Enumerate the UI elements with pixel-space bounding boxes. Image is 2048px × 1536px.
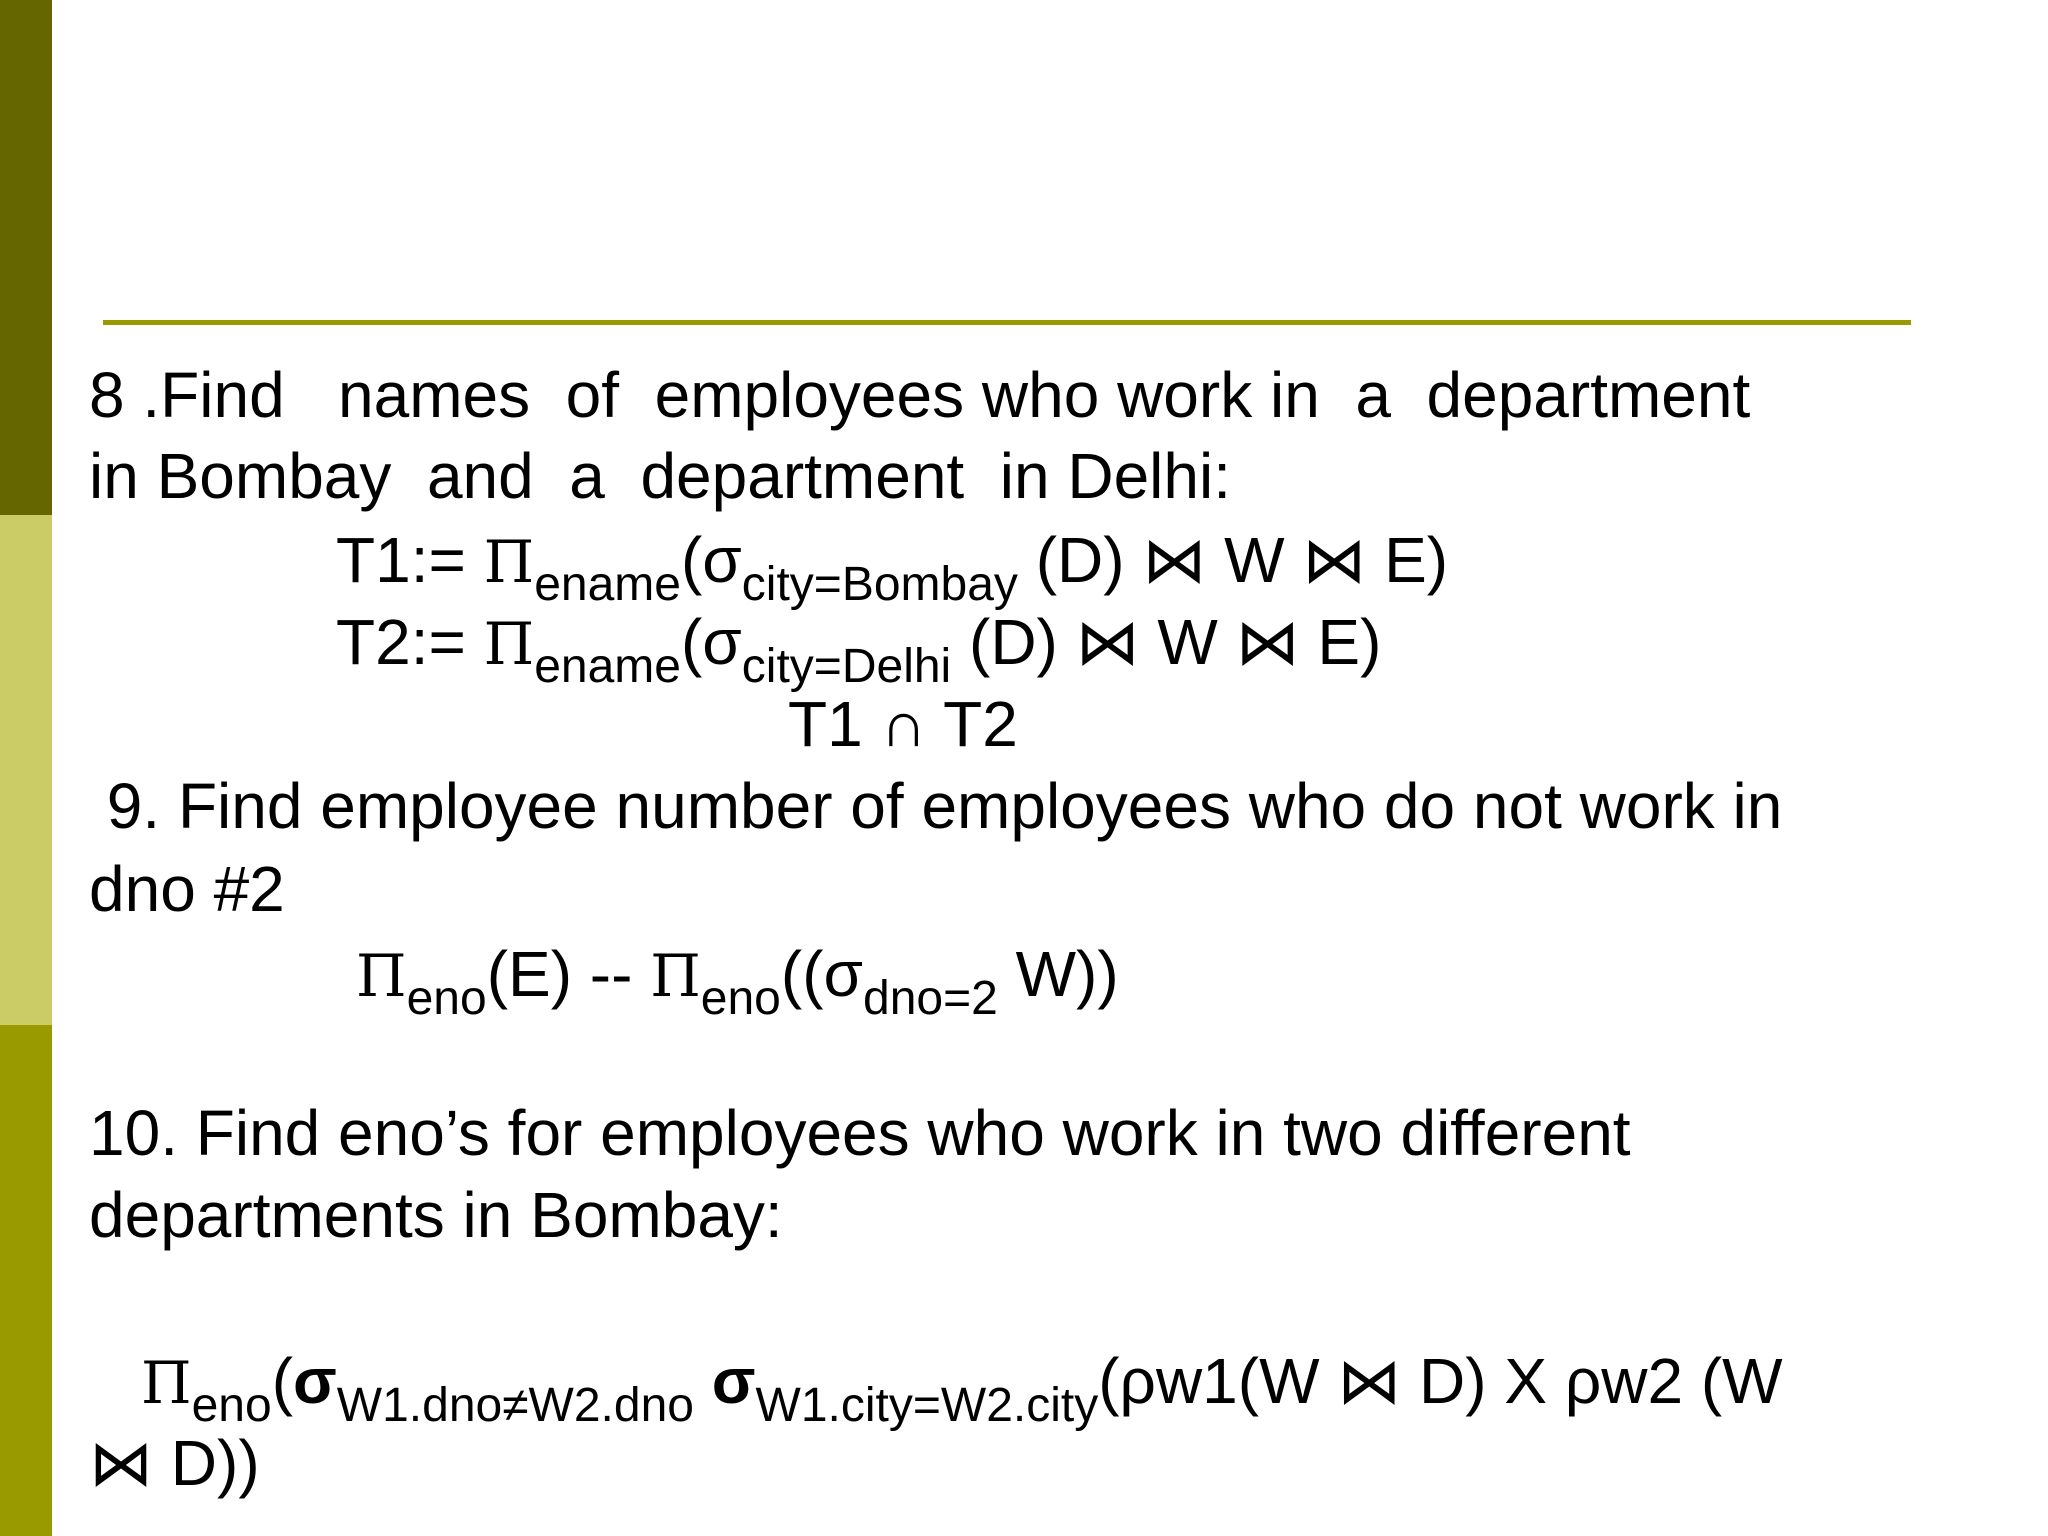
side-bar-middle: [0, 515, 52, 1025]
projection-symbol: Π: [483, 528, 535, 596]
selection-subscript: city=Bombay: [741, 558, 1018, 611]
selection-open: (σ: [680, 524, 742, 596]
paren-open: (: [271, 1345, 293, 1417]
expression-rest: W)): [997, 938, 1119, 1010]
q10-expression: [141, 1345, 1783, 1432]
t2-label: T2:=: [336, 606, 484, 678]
selection-subscript: dno=2: [863, 972, 998, 1025]
q8-t2-expression: [336, 606, 1382, 693]
projection-subscript: eno: [700, 972, 781, 1025]
expression-rest: (D) ⋈ W ⋈ E): [1017, 524, 1449, 596]
title-divider: [103, 320, 1911, 325]
q8-line-2: in Bombay and a department in Delhi:: [89, 440, 1231, 512]
projection-symbol: Π: [356, 942, 407, 1010]
selection-symbol: σ: [711, 1345, 756, 1417]
projection-symbol: Π: [141, 1349, 192, 1417]
selection-open: (σ: [680, 606, 742, 678]
q10-line-1: 10. Find eno’s for employees who work in two different: [89, 1097, 1631, 1169]
expression-rest: (D) ⋈ W ⋈ E): [951, 606, 1382, 678]
projection-subscript: eno: [191, 1379, 272, 1432]
side-bar-top: [0, 0, 52, 515]
q8-line-1: 8 .Find names of employees who work in a department: [89, 359, 1751, 431]
selection-symbol: σ: [293, 1345, 337, 1417]
difference-operator: (E) --: [486, 938, 651, 1010]
q10-line-2: departments in Bombay:: [89, 1179, 783, 1251]
projection-subscript: eno: [406, 972, 487, 1025]
selection-open: ((σ: [780, 938, 863, 1010]
q9-line-2: dno #2: [89, 853, 285, 925]
projection-subscript: ename: [534, 558, 681, 611]
projection-subscript: ename: [534, 640, 681, 693]
q8-t1-expression: [336, 524, 1449, 611]
selection-subscript: city=Delhi: [741, 640, 952, 693]
q9-expression: [356, 938, 1119, 1025]
expression-rest: (ρw1(W ⋈ D) X ρw2 (W: [1098, 1345, 1783, 1417]
selection-subscript: W1.dno≠W2.dno: [336, 1379, 694, 1432]
q8-result: T1 ∩ T2: [788, 688, 1018, 760]
projection-symbol: Π: [650, 942, 701, 1010]
spacer: [694, 1345, 712, 1417]
t1-label: T1:=: [336, 524, 484, 596]
q9-line-1: 9. Find employee number of employees who do not work in: [89, 770, 1783, 842]
side-bar-bottom: [0, 1025, 52, 1536]
selection-subscript: W1.city=W2.city: [755, 1379, 1099, 1432]
q10-expression-end: ⋈ D)): [89, 1427, 260, 1499]
projection-symbol: Π: [483, 610, 535, 678]
